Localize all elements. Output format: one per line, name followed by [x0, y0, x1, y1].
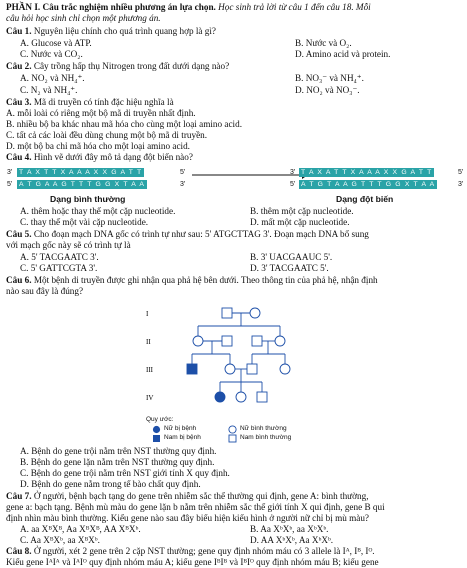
pedigree-male-normal	[222, 308, 232, 318]
q4-option-d[interactable]: D. mất một cặp nucleotide.	[250, 217, 350, 227]
q7-option-d[interactable]: D. AA XᵇXᵇ, Aa XᵇXᵇ.	[250, 535, 334, 545]
gen-label-2: II	[146, 338, 151, 346]
q6-label: Câu 6.	[6, 275, 32, 285]
q4-option-b[interactable]: B. thêm một cặp nucleotide.	[250, 206, 354, 216]
q1-option-b[interactable]: B. Nước và O₂.	[295, 38, 352, 48]
q7-stem-3: định nhìn màu bình thường. Kiểu gene nào sau đây biểu hiện kiểu hình ở người nữ chỉ bị mù màu?	[6, 513, 370, 523]
q5-option-d[interactable]: D. 3' TACGAATC 5'.	[250, 263, 329, 273]
q5-text: Cho đoạn mạch DNA gốc có trình tự như sau: 5' ATGCTTAG 3'. Đoạn mạch DNA bổ sung	[33, 229, 369, 239]
q2-label: Câu 2.	[6, 61, 32, 71]
legend-male-normal: Nam bình thường	[240, 434, 292, 441]
part-title: PHẦN I. Câu trắc nghiệm nhiều phương án lựa chọn.	[6, 2, 216, 12]
pedigree-female-normal	[236, 392, 246, 402]
normal-bottom-5-end: 5'	[7, 181, 13, 188]
q6-stem-2: nào sau đây là đúng?	[6, 286, 84, 296]
q1-option-c[interactable]: C. Nước và CO₂.	[20, 49, 83, 59]
q5-stem-2: với mạch gốc này sẽ có trình tự là	[6, 240, 131, 250]
caption-normal: Dạng bình thường	[50, 194, 126, 204]
gen-label-4: IV	[146, 394, 154, 402]
pedigree-female-normal	[250, 308, 260, 318]
normal-top-strand: T A X T T X A A A X X G A T T	[19, 169, 143, 176]
mut-top-5-end: 5'	[458, 169, 464, 176]
q4-label: Câu 4.	[6, 152, 32, 162]
legend-female-affected: Nữ bị bệnh	[164, 425, 197, 432]
q3-text: Mã di truyền có tính đặc hiệu nghĩa là	[33, 97, 174, 107]
q1-option-d[interactable]: D. Amino acid và protein.	[295, 49, 391, 59]
q2-stem	[6, 61, 229, 72]
pedigree-female-affected	[215, 392, 225, 402]
q8-stem-2: Kiểu gene IᴬIᴬ và IᴬIᴼ quy định nhóm máu A; kiểu gene IᴮIᴮ và IᴮIᴼ quy định nhóm máu B; kiểu gene	[6, 557, 379, 567]
part-header	[6, 2, 371, 13]
normal-top-5-end: 5'	[180, 169, 186, 176]
mutant-top-strand: T A X A T T X A A A X X G A T T	[301, 169, 433, 176]
pedigree-female-normal	[193, 336, 203, 346]
gen-label-1: I	[146, 310, 149, 318]
female-affected-icon	[152, 425, 161, 434]
q5-option-a[interactable]: A. 5' TACGAATC 3'.	[20, 252, 99, 262]
mut-top-3-end: 3'	[290, 169, 296, 176]
normal-bottom-3-end: 3'	[180, 181, 186, 188]
mutant-bottom-strand: A T G T A A G T T T G G X T A A	[301, 181, 436, 188]
q7-label: Câu 7.	[6, 491, 32, 501]
pedigree-male-normal	[252, 336, 262, 346]
q4-text: Hình vẽ dưới đây mô tả dạng đột biến nào?	[33, 152, 193, 162]
q2-text: Cây trồng hấp thụ Nitrogen trong đất dưới dạng nào?	[33, 61, 230, 71]
q5-label: Câu 5.	[6, 229, 32, 239]
q3-option-b[interactable]: B. nhiều bộ ba khác nhau mã hóa cho cùng một loại amino acid.	[6, 119, 243, 129]
instruction-line-1: Học sinh trả lời từ câu 1 đến câu 18. Mỗi	[218, 2, 371, 12]
caption-mutant: Dạng đột biến	[336, 194, 394, 204]
normal-bottom-strand: A T G A A G T T T G G X T A A	[19, 181, 146, 188]
q6-option-c[interactable]: C. Bệnh do gene trội nằm trên NST giới tính X quy định.	[20, 468, 230, 478]
legend-female-normal: Nữ bình thường	[240, 425, 287, 432]
mut-bottom-5-end: 5'	[290, 181, 296, 188]
q3-label: Câu 3.	[6, 97, 32, 107]
q7-stem-2: gene a: bạch tạng. Bệnh mù màu do gene lặn b nằm trên nhiễm sắc thể giới tính X qui định, gene B qui	[6, 502, 385, 512]
pedigree-female-normal	[225, 364, 235, 374]
q7-text: Ở người, bệnh bạch tạng do gene trên nhiễm sắc thể thường qui định, gene A: bình thường,	[33, 491, 369, 501]
q8-text: Ở người, xét 2 gene trên 2 cặp NST thường; gene quy định nhóm máu có 3 allele là Iᴬ, Iᴮ, Iᴼ.	[33, 546, 375, 556]
q6-stem	[6, 275, 378, 286]
q7-option-c[interactable]: C. Aa XᴮXᵇ, aa XᴮXᵇ.	[20, 535, 100, 545]
pedigree-chart	[140, 298, 340, 420]
normal-top-3-end: 3'	[7, 169, 13, 176]
q6-text: Một bệnh di truyền được ghi nhận qua phả hệ bên dưới. Theo thông tin của phả hệ, nhận định	[33, 275, 378, 285]
q1-text: Nguyên liệu chính cho quá trình quang hợp là gì?	[33, 26, 217, 36]
pedigree-female-normal	[280, 364, 290, 374]
q5-stem	[6, 229, 369, 240]
male-normal-icon	[228, 434, 237, 443]
q7-option-b[interactable]: B. Aa XᵇXᵇ, aa XᵇXᵇ.	[250, 524, 329, 534]
pedigree-male-normal	[247, 364, 257, 374]
legend-male-affected: Nam bị bệnh	[164, 434, 201, 441]
q6-option-a[interactable]: A. Bệnh do gene trội nằm trên NST thường quy định.	[20, 446, 217, 456]
legend-title: Quy ước:	[146, 416, 174, 423]
q6-option-d[interactable]: D. Bệnh do gene nằm trong tế bào chất quy định.	[20, 479, 201, 489]
q6-option-b[interactable]: B. Bệnh do gene lặn nằm trên NST thường quy định.	[20, 457, 215, 467]
q1-option-a[interactable]: A. Glucose và ATP.	[20, 38, 92, 48]
q2-option-b[interactable]: B. NO₃⁻ và NH₄⁺.	[295, 73, 364, 83]
q4-option-c[interactable]: C. thay thế một vài cặp nucleotide.	[20, 217, 149, 227]
q5-option-b[interactable]: B. 3' UACGAAUC 5'.	[250, 252, 333, 262]
female-normal-icon	[228, 425, 237, 434]
q4-option-a[interactable]: A. thêm hoặc thay thế một cặp nucleotide.	[20, 206, 176, 216]
q7-stem	[6, 491, 369, 502]
q3-option-d[interactable]: D. một bộ ba chỉ mã hóa cho một loại amino acid.	[6, 141, 190, 151]
q4-stem	[6, 152, 193, 163]
pedigree-female-normal	[275, 336, 285, 346]
q7-option-a[interactable]: A. aa XᴮXᴮ, Aa XᴮXᴮ, AA XᴮXᵇ.	[20, 524, 141, 534]
pedigree-male-affected	[187, 364, 197, 374]
q3-option-c[interactable]: C. tất cả các loài đều dùng chung một bộ mã di truyền.	[6, 130, 208, 140]
q2-option-c[interactable]: C. N₂ và NH₄⁺.	[20, 85, 78, 95]
gen-label-3: III	[146, 366, 153, 374]
q8-label: Câu 8.	[6, 546, 32, 556]
instruction-line-2: câu hỏi học sinh chỉ chọn một phương án.	[6, 13, 161, 23]
pedigree-male-normal	[222, 336, 232, 346]
pedigree-male-normal	[257, 392, 267, 402]
q3-option-a[interactable]: A. mỗi loài có riêng một bộ mã di truyền nhất định.	[6, 108, 196, 118]
q2-option-d[interactable]: D. NO₂ và NO₃⁻.	[295, 85, 360, 95]
q8-stem	[6, 546, 375, 557]
q2-option-a[interactable]: A. NO₂ và NH₄⁺.	[20, 73, 85, 83]
q1-label: Câu 1.	[6, 26, 32, 36]
q3-stem	[6, 97, 174, 108]
mut-bottom-3-end: 3'	[458, 181, 464, 188]
male-affected-icon	[152, 434, 161, 443]
q1-stem	[6, 26, 216, 37]
q5-option-c[interactable]: C. 5' GATTCGTA 3'.	[20, 263, 98, 273]
